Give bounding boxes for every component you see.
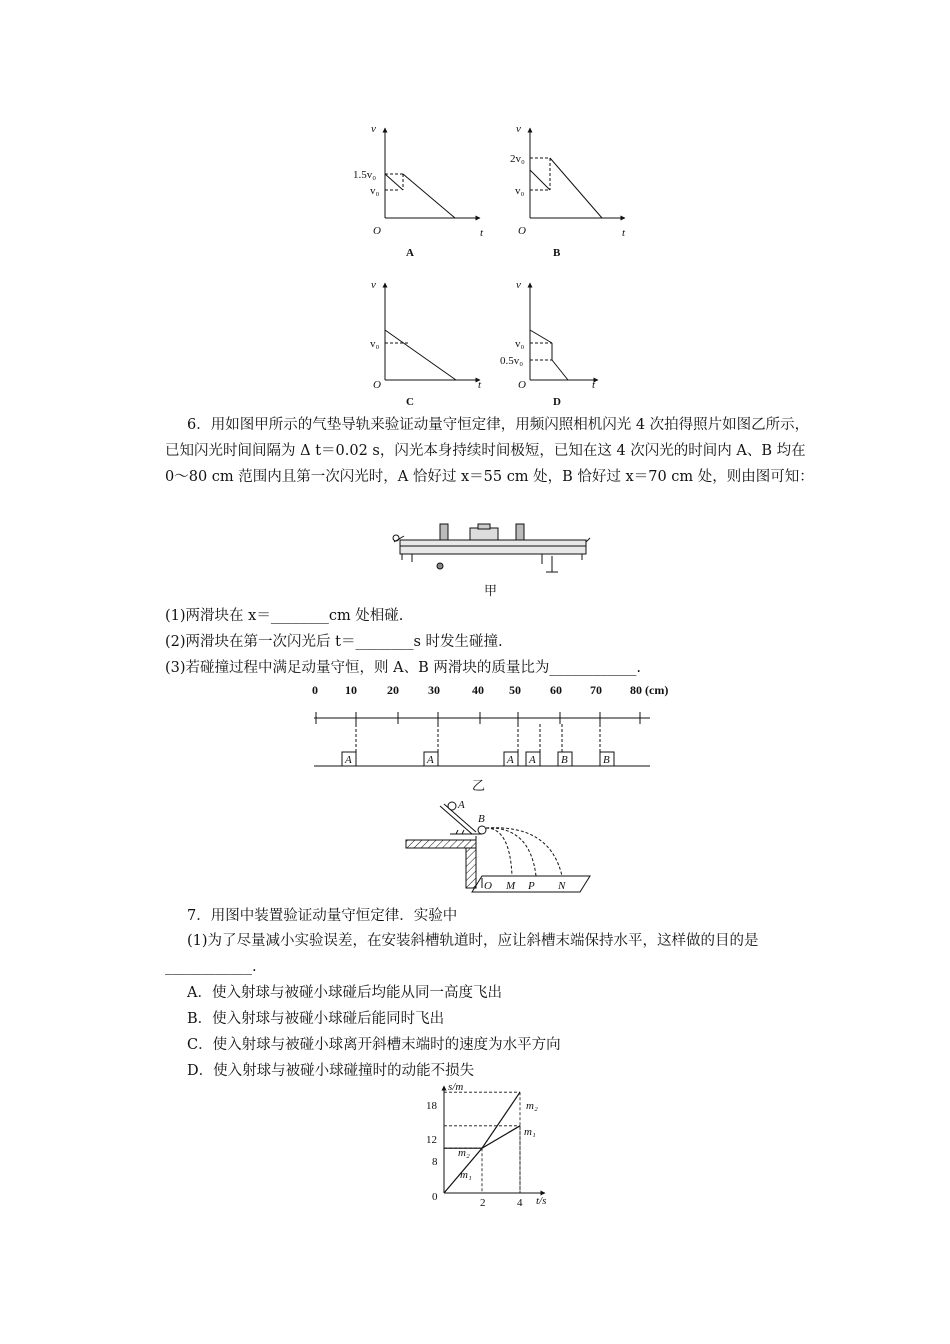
graph-a-origin: O: [373, 225, 381, 237]
ruler-label-30: 30: [428, 683, 440, 697]
vt-graphs: [340, 118, 626, 408]
st-label-m2-high: m₂: [526, 1100, 538, 1112]
air-track-figure: [392, 516, 592, 578]
graph-c-xaxis: t: [478, 379, 482, 391]
ruler-label-40: 40: [472, 683, 484, 697]
graph-d-origin: O: [518, 379, 526, 391]
graph-b-label: B: [553, 247, 561, 259]
block-b-1: B: [561, 754, 568, 766]
label-B: B: [478, 813, 485, 825]
q6-sub2: (2)两滑块在第一次闪光后 t＝________s 时发生碰撞.: [165, 634, 503, 650]
graph-b-xaxis: t: [622, 227, 626, 239]
q6-stem: 6．用如图甲所示的气垫导轨来验证动量守恒定律，用频闪照相机闪光 4 次拍得照片如图乙所示，已知闪光时间间隔为 Δ t＝0.02 s，闪光本身持续时间极短，已知在这 4 次闪光的时间内 A、B 均在 0～80 cm 范围内且第一次闪光时，A 恰好过 x＝55 cm 处，B 恰好过 x＝70 cm 处，则由图可知：: [165, 417, 814, 485]
label-O: O: [484, 880, 492, 892]
graph-b-origin: O: [518, 225, 526, 237]
st-chart: [420, 1080, 570, 1210]
graph-c-yaxis: v: [371, 279, 376, 291]
st-label-m1-high: m₁: [524, 1126, 536, 1138]
label-P: P: [528, 880, 535, 892]
st-ytick-12: 12: [426, 1134, 437, 1146]
graph-a-tick-1: 1.5v₀: [353, 169, 377, 181]
q7-option-c: C．使入射球与被碰小球离开斜槽末端时的速度为水平方向: [187, 1037, 561, 1053]
st-xtick-0: 0: [432, 1191, 438, 1203]
graph-c-origin: O: [373, 379, 381, 391]
q7-stem: 7．用图中装置验证动量守恒定律．实验中: [187, 908, 458, 924]
graph-b-tick-2: v₀: [515, 185, 525, 197]
st-xtick-2: 2: [480, 1197, 486, 1209]
graph-a-tick-2: v₀: [370, 185, 380, 197]
st-label-m2-low: m₂: [458, 1147, 470, 1159]
label-A: A: [458, 799, 465, 811]
q6-sub1: (1)两滑块在 x＝________cm 处相碰.: [165, 608, 404, 624]
series-line-1: [444, 1092, 520, 1148]
ruler-label-10: 10: [345, 683, 357, 697]
graph-b-tick-1: 2v₀: [510, 153, 525, 165]
graph-d-xaxis: t: [592, 379, 596, 391]
ruler-label-80: 80 (cm): [630, 683, 669, 697]
graph-c-label: C: [406, 396, 414, 408]
block-a-2: A: [427, 754, 434, 766]
strobe-ruler-figure: [300, 680, 669, 785]
ruler-label-20: 20: [387, 683, 399, 697]
graph-d-yaxis: v: [516, 279, 521, 291]
graph-a-yaxis: v: [371, 123, 376, 135]
label-N: N: [558, 880, 566, 892]
label-M: M: [506, 880, 516, 892]
ruler-label-60: 60: [550, 683, 562, 697]
st-xtick-4: 4: [517, 1197, 523, 1209]
fig-jia-caption: 甲: [484, 584, 498, 599]
ruler-label-0: 0: [312, 683, 318, 697]
q7-option-b: B．使入射球与被碰小球碰后能同时飞出: [187, 1011, 445, 1027]
graph-c-tick-1: v₀: [370, 338, 380, 350]
block-a-4: A: [529, 754, 536, 766]
graph-b-yaxis: v: [516, 123, 521, 135]
ruler-label-70: 70: [590, 683, 602, 697]
st-xlabel: t/s: [536, 1195, 547, 1207]
graph-d-tick-2: 0.5v₀: [500, 355, 524, 367]
q6-sub3: (3)若碰撞过程中满足动量守恒，则 A、B 两滑块的质量比为____________.: [165, 660, 641, 676]
block-a-3: A: [507, 754, 514, 766]
q7-option-a: A．使入射球与被碰小球碰后均能从同一高度飞出: [187, 985, 502, 1001]
st-ylabel: s/m: [448, 1081, 464, 1093]
graph-a-xaxis: t: [480, 227, 484, 239]
st-label-m1-low: m₁: [460, 1169, 472, 1181]
graph-d-tick-1: v₀: [515, 338, 525, 350]
st-ytick-8: 8: [432, 1156, 438, 1168]
graph-a-label: A: [406, 247, 414, 259]
block-a-1: A: [345, 754, 352, 766]
block-b-2: B: [603, 754, 610, 766]
graph-d-label: D: [553, 396, 561, 408]
fig-yi-caption: 乙: [472, 779, 486, 794]
st-ytick-18: 18: [426, 1100, 437, 1112]
ruler-label-50: 50: [509, 683, 521, 697]
chute-apparatus-figure: [400, 798, 600, 898]
q7-sub1: (1)为了尽量减小实验误差，在安装斜槽轨道时，应让斜槽末端保持水平，这样做的目的是____________.: [165, 933, 759, 975]
q7-option-d: D．使入射球与被碰小球碰撞时的动能不损失: [187, 1063, 475, 1079]
